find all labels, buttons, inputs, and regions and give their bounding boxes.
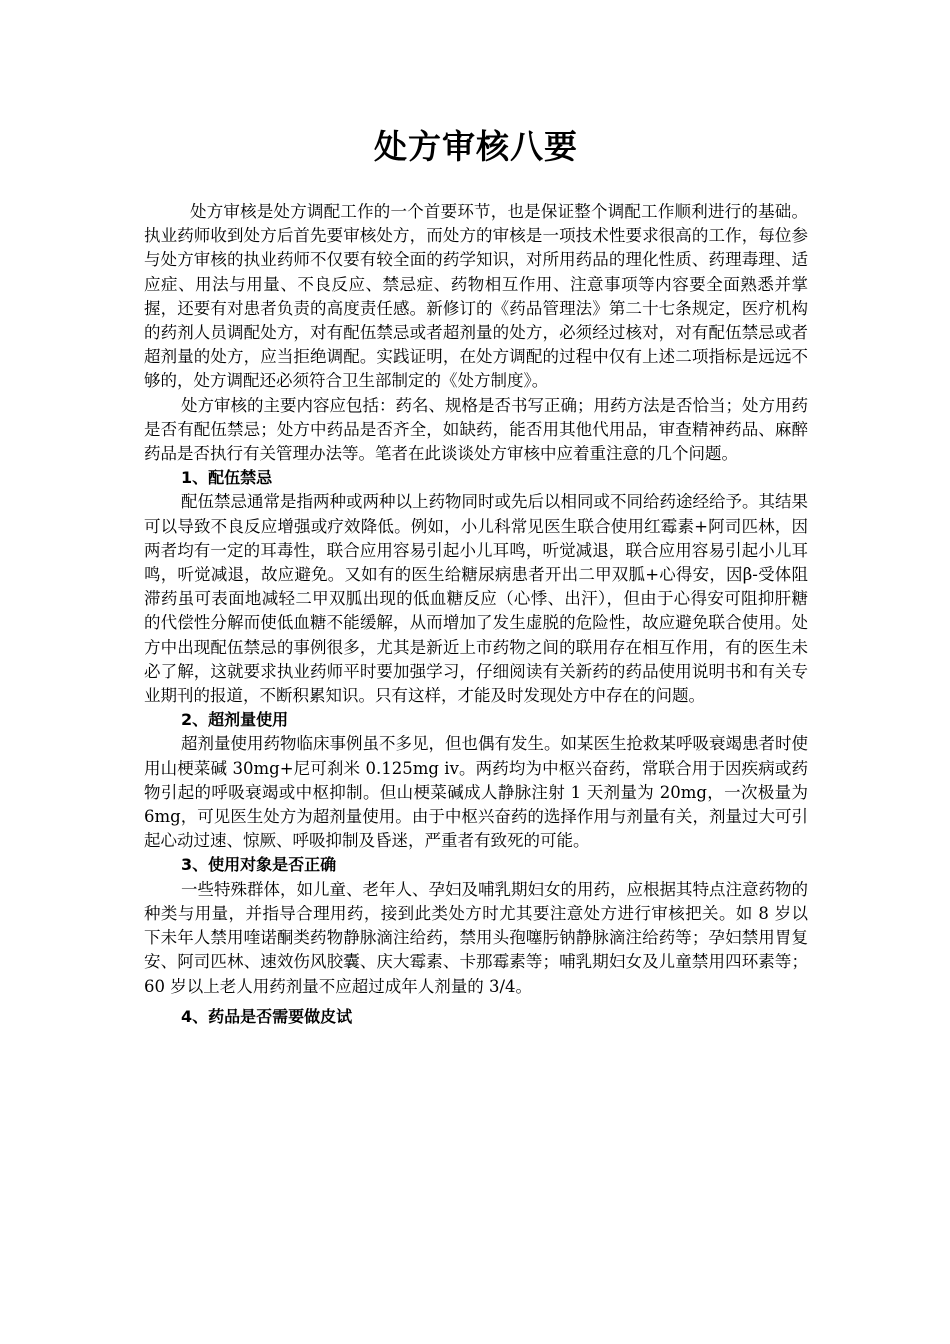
section-body-overdose: 超剂量使用药物临床事例虽不多见，但也偶有发生。如某医生抢救某呼吸衰竭患者时使用山梗菜碱 30mg+尼可刹米 0.125mg iv。两药均为中枢兴奋药，常联合用于因疾病或药物引起的呼吸衰竭或中枢抑制。但山梗菜碱成人静脉注射 1 天剂量为 20mg，一次极量为 6mg，可见医生处方为超剂量使用。由于中枢兴奋药的选择作用与剂量有关，剂量过大可引起心动过速、惊厥、呼吸抑制及昏迷，严重者有致死的可能。 xyxy=(144,734,808,851)
section-heading-overdose: 2、超剂量使用 xyxy=(181,710,289,730)
intro-paragraph: 处方审核是处方调配工作的一个首要环节，也是保证整个调配工作顺利进行的基础。执业药师收到处方后首先要审核处方，而处方的审核是一项技术性要求很高的工作，每位参与处方审核的执业药师不仅要有较全面的药学知识，对所用药品的理化性质、药理毒理、适应症、用法与用量、不良反应、禁忌症、药物相互作用、注意事项等内容要全面熟悉并掌握，还要有对患者负责的高度责任感。新修订的《药品管理法》第二十七条规定，医疗机构的药剂人员调配处方，对有配伍禁忌或者超剂量的处方，必须经过核对，对有配伍禁忌或者超剂量的处方，应当拒绝调配。实践证明，在处方调配的过程中仅有上述二项指标是远远不够的，处方调配还必须符合卫生部制定的《处方制度》。 xyxy=(144,202,808,391)
section-body-target-population: 一些特殊群体，如儿童、老年人、孕妇及哺乳期妇女的用药，应根据其特点注意药物的种类与用量，并指导合理用药，接到此类处方时尤其要注意处方进行审核把关。如 8 岁以下未年人禁用喹诺酮类药物静脉滴注给药，禁用头孢噻肟钠静脉滴注给药等；孕妇禁用胃复安、阿司匹林、速效伤风胶囊、庆大霉素、卡那霉素等；哺乳期妇女及儿童禁用四环素等；60 岁以上老人用药剂量不应超过成年人剂量的 3/4。 xyxy=(144,879,808,996)
section-body-incompatibility: 配伍禁忌通常是指两种或两种以上药物同时或先后以相同或不同给药途经给予。其结果可以导致不良反应增强或疗效降低。例如，小儿科常见医生联合使用红霉素+阿司匹林，因两者均有一定的耳毒性，联合应用容易引起小儿耳鸣，听觉减退，联合应用容易引起小儿耳鸣，听觉减退，故应避免。又如有的医生给糖尿病患者开出二甲双胍+心得安，因β-受体阻滞药虽可表面地减轻二甲双胍出现的低血糖反应（心悸、出汗），但由于心得安可阻抑肝糖的代偿性分解而使低血糖不能缓解，从而增加了发生虚脱的危险性，故应避免联合使用。处方中出现配伍禁忌的事例很多，尤其是新近上市药物之间的联用存在相互作用，有的医生未必了解，这就要求执业药师平时要加强学习，仔细阅读有关新药的药品使用说明书和有关专业期刊的报道，不断积累知识。只有这样，才能及时发现处方中存在的问题。 xyxy=(144,492,808,706)
scope-paragraph: 处方审核的主要内容应包括：药名、规格是否书写正确；用药方法是否恰当；处方用药是否有配伍禁忌；处方中药品是否齐全，如缺药，能否用其他代用品，审查精神药品、麻醉药品是否执行有关管理办法等。笔者在此谈谈处方审核中应着重注意的几个问题。 xyxy=(144,395,808,464)
document-body xyxy=(144,124,808,1029)
document-title: 处方审核八要 xyxy=(374,127,578,166)
section-heading-target-population: 3、使用对象是否正确 xyxy=(181,855,337,875)
section-heading-incompatibility: 1、配伍禁忌 xyxy=(181,468,273,488)
section-heading-skin-test: 4、药品是否需要做皮试 xyxy=(181,1006,353,1026)
